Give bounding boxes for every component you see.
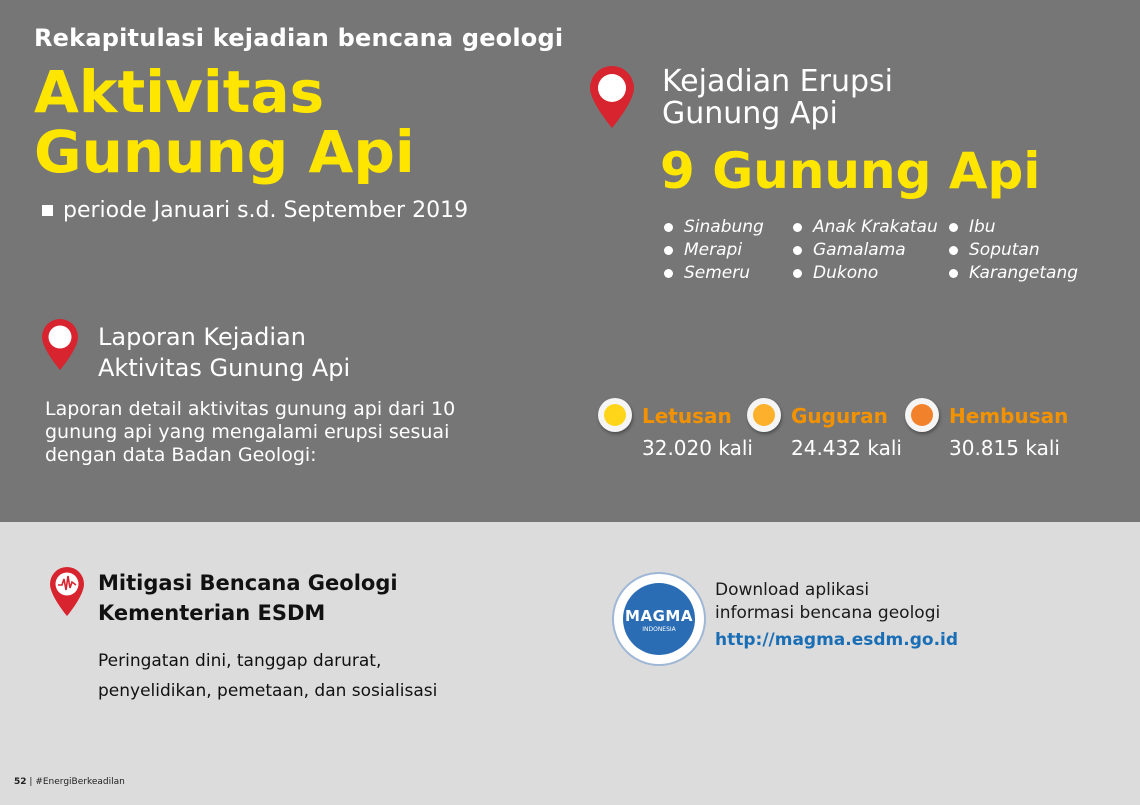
period-text: periode Januari s.d. September 2019 xyxy=(63,198,469,223)
page-title xyxy=(34,58,415,186)
map-pin-icon xyxy=(40,318,80,372)
erupsi-count: 9 Gunung Api xyxy=(660,142,1041,200)
magma-logo-inner xyxy=(623,583,695,655)
volcano-item: Karangetang xyxy=(949,262,1078,285)
volcano-item: Gamalama xyxy=(793,239,938,262)
stat-value: 24.432 kali xyxy=(791,436,902,460)
stat-label: Letusan xyxy=(642,404,732,428)
stat-value: 32.020 kali xyxy=(642,436,753,460)
magma-logo xyxy=(612,572,706,666)
status-dot-icon xyxy=(747,398,781,432)
stat-label: Guguran xyxy=(791,404,888,428)
stat-value: 30.815 kali xyxy=(949,436,1060,460)
footer xyxy=(14,777,125,787)
laporan-heading-line2: Aktivitas Gunung Api xyxy=(98,354,351,382)
square-bullet-icon xyxy=(42,205,53,216)
erupsi-heading-line1: Kejadian Erupsi xyxy=(662,64,893,99)
mitigasi-heading-line1: Mitigasi Bencana Geologi xyxy=(98,571,398,595)
kicker-text: Rekapitulasi kejadian bencana geologi xyxy=(34,24,564,52)
page-title-line1: Aktivitas xyxy=(34,58,325,126)
laporan-heading-line1: Laporan Kejadian xyxy=(98,323,306,351)
volcano-list-col1 xyxy=(664,216,764,285)
volcano-item: Sinabung xyxy=(664,216,764,239)
volcano-item: Soputan xyxy=(949,239,1078,262)
magma-logo-brand: MAGMA xyxy=(625,607,693,625)
status-dot-icon xyxy=(905,398,939,432)
footer-hashtag: #EnergiBerkeadilan xyxy=(35,777,125,787)
volcano-item: Anak Krakatau xyxy=(793,216,938,239)
mitigasi-body xyxy=(98,646,518,706)
footer-separator: | xyxy=(29,777,36,787)
erupsi-heading xyxy=(662,66,893,130)
download-text xyxy=(715,579,940,625)
stat-label: Hembusan xyxy=(949,404,1069,428)
seismograph-pin-icon xyxy=(48,566,86,618)
volcano-item: Ibu xyxy=(949,216,1078,239)
download-line1: Download aplikasi xyxy=(715,580,870,600)
laporan-heading xyxy=(98,322,350,384)
page-number: 52 xyxy=(14,777,27,787)
mitigasi-heading-line2: Kementerian ESDM xyxy=(98,601,326,625)
volcano-item: Semeru xyxy=(664,262,764,285)
map-pin-icon xyxy=(587,64,637,130)
erupsi-heading-line2: Gunung Api xyxy=(662,96,838,131)
page-title-line2: Gunung Api xyxy=(34,118,415,186)
volcano-list-col3 xyxy=(949,216,1078,285)
mitigasi-body-line2: penyelidikan, pemetaan, dan sosialisasi xyxy=(98,681,438,701)
period-line xyxy=(42,198,468,223)
volcano-item: Dukono xyxy=(793,262,938,285)
status-dot-icon xyxy=(598,398,632,432)
mitigasi-heading xyxy=(98,568,398,628)
download-line2: informasi bencana geologi xyxy=(715,603,941,623)
magma-logo-sub: INDONESIA xyxy=(642,626,676,633)
mitigasi-body-line1: Peringatan dini, tanggap darurat, xyxy=(98,651,382,671)
volcano-item: Merapi xyxy=(664,239,764,262)
laporan-body: Laporan detail aktivitas gunung api dari 10 gunung api yang mengalami erupsi sesuai dengan data Badan Geologi: xyxy=(45,398,456,466)
volcano-list-col2 xyxy=(793,216,938,285)
magma-link[interactable]: http://magma.esdm.go.id xyxy=(715,630,959,650)
